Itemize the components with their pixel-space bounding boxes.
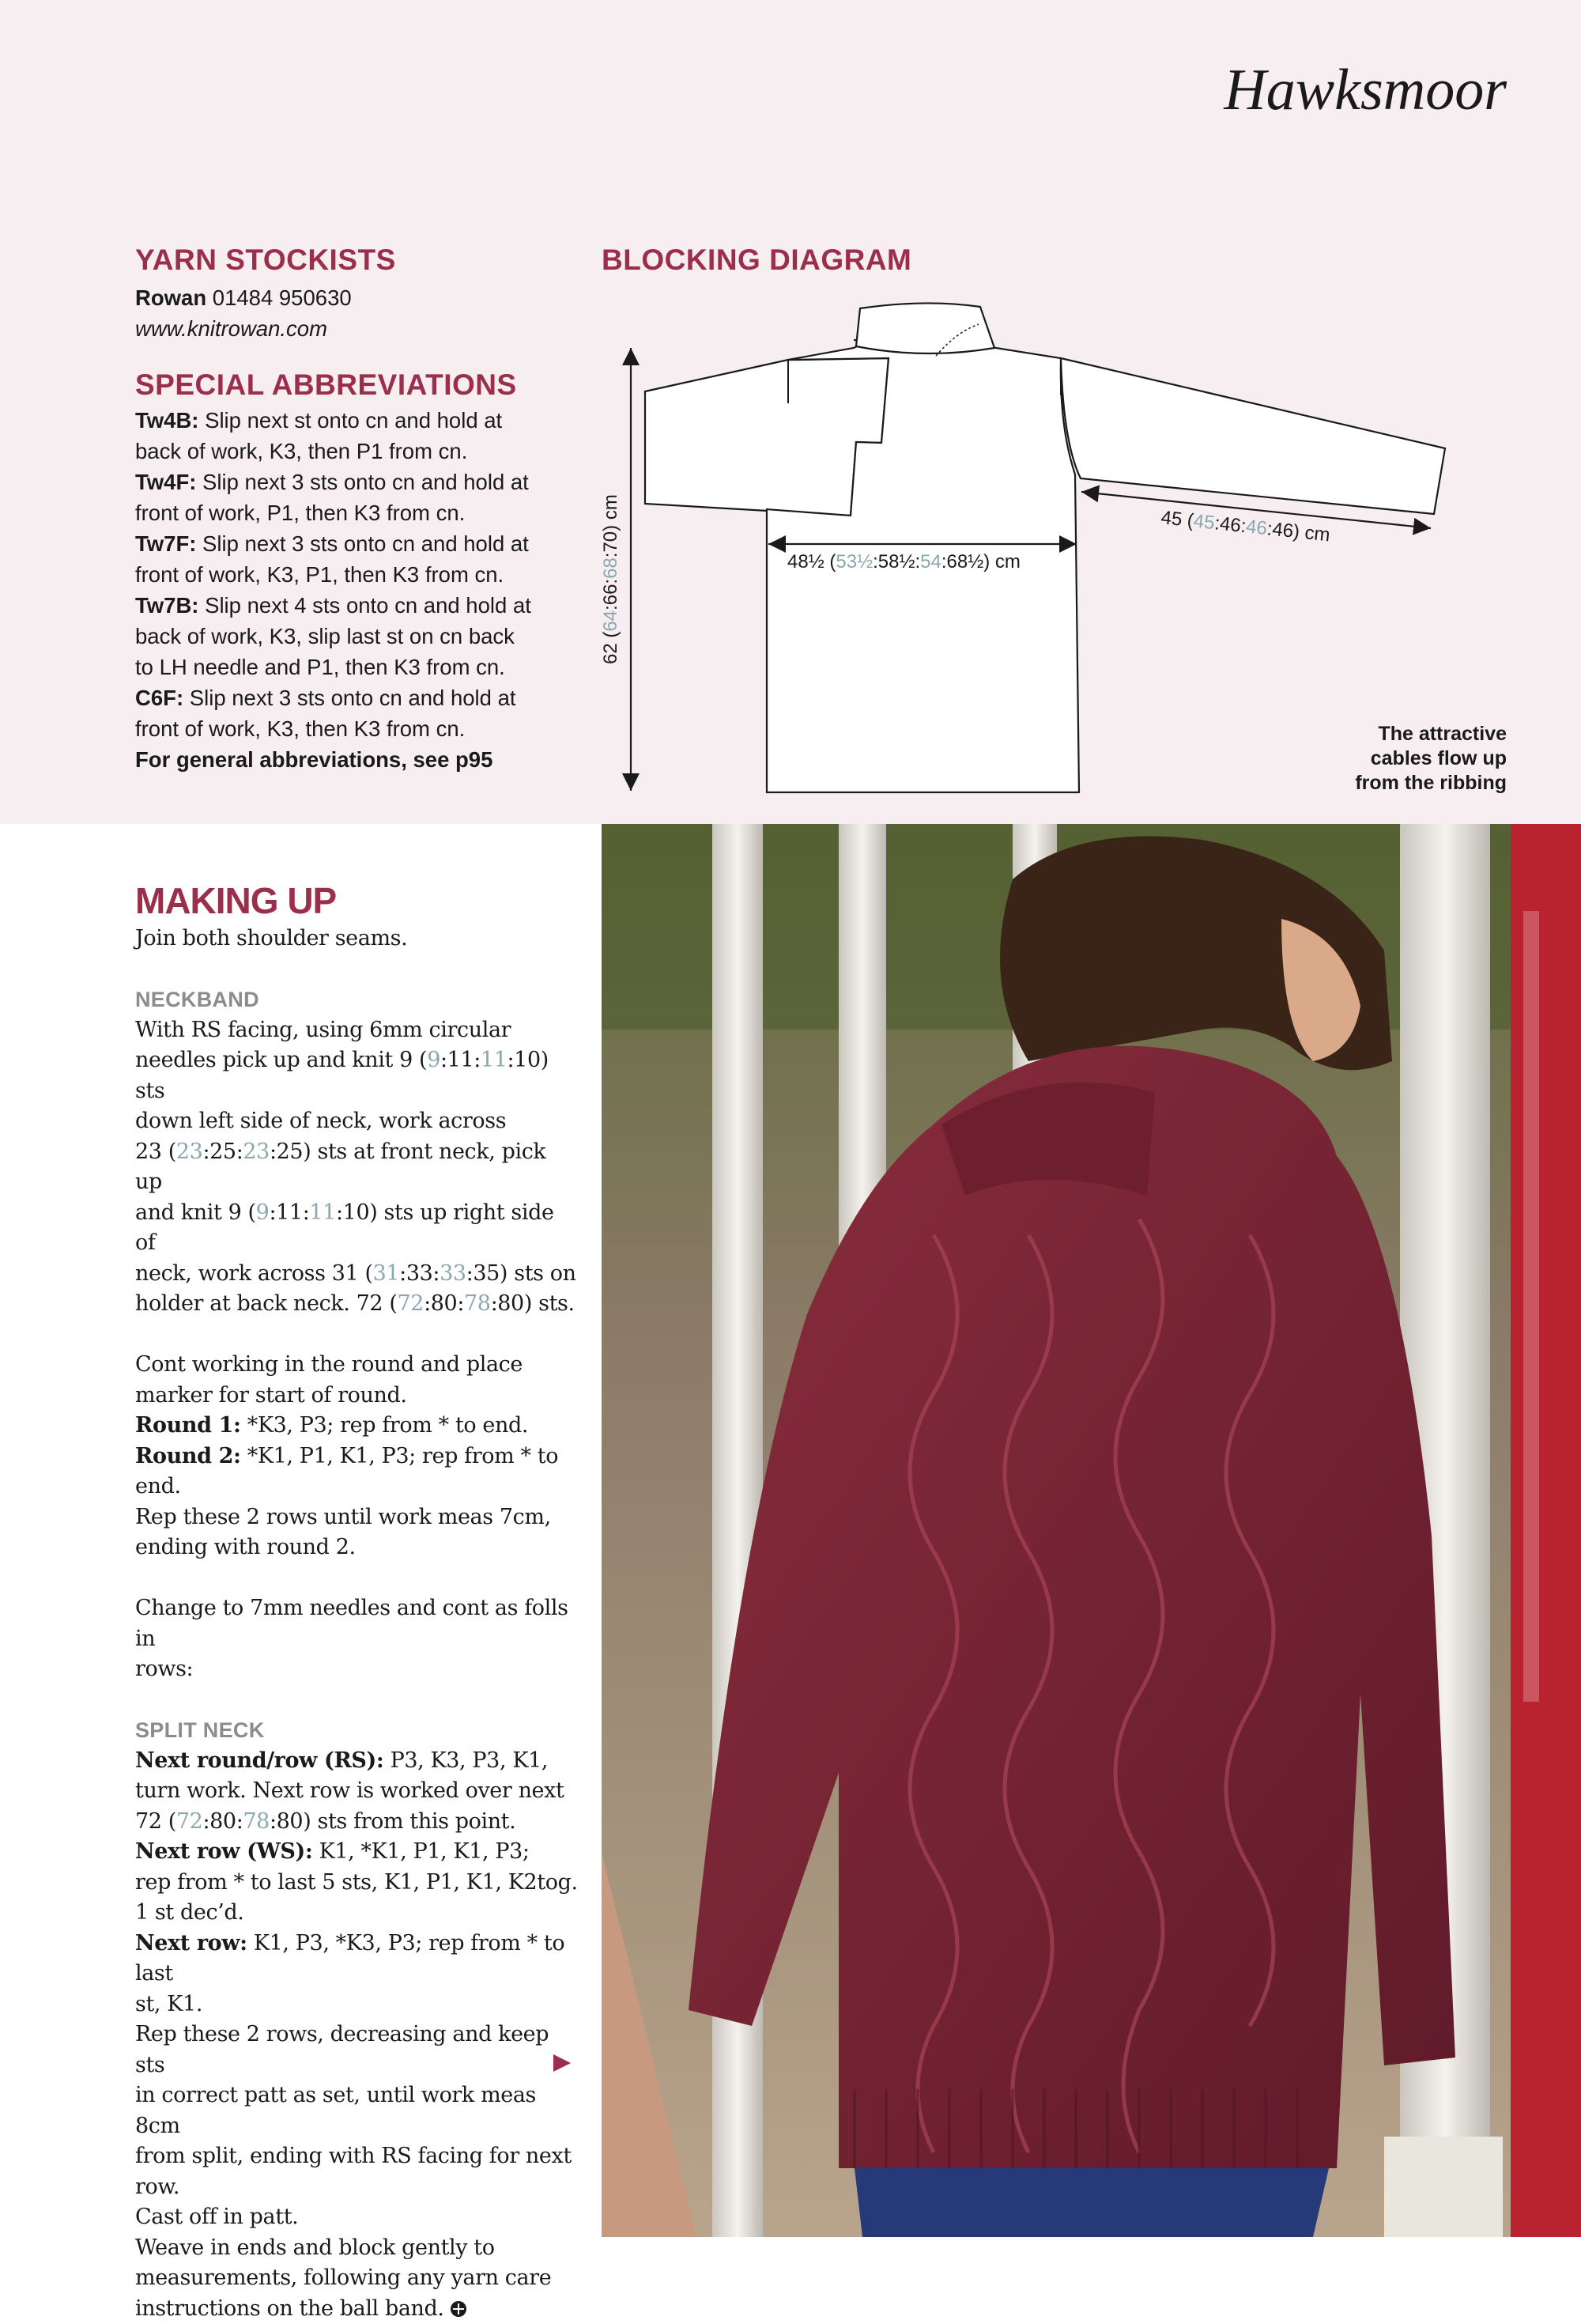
neckband-line: Change to 7mm needles and cont as folls in xyxy=(135,1593,578,1654)
making-up-intro: Join both shoulder seams. xyxy=(135,924,578,954)
abbreviation-text-line: front of work, K3, P1, then K3 from cn. xyxy=(135,559,578,590)
split-neck-line: row. xyxy=(135,2172,578,2203)
split-neck-line: st, K1. xyxy=(135,1990,578,2020)
abbreviation-text: Slip next 4 sts onto cn and hold at xyxy=(205,593,531,618)
neckband-line: needles pick up and knit 9 (9:11:11:10) sts xyxy=(135,1045,578,1106)
continue-arrow-icon[interactable] xyxy=(553,2054,571,2072)
stockist-website[interactable]: www.knitrowan.com xyxy=(135,313,578,344)
caption-line: The attractive xyxy=(1301,722,1507,746)
abbreviation-text: Slip next st onto cn and hold at xyxy=(205,408,502,433)
split-neck-line: Cast off in patt. xyxy=(135,2202,578,2233)
abbreviation-text-line: back of work, K3, then P1 from cn. xyxy=(135,436,578,467)
neckband-line: and knit 9 (9:11:11:10) sts up right side of xyxy=(135,1198,578,1259)
end-mark-icon xyxy=(451,2301,466,2317)
stockist-brand: Rowan xyxy=(135,285,206,310)
width-label: 48½ (53½:58½:54:68½) cm xyxy=(787,551,1021,572)
split-neck-line: in correct patt as set, until work meas 8cm xyxy=(135,2080,578,2141)
abbreviation-item xyxy=(135,590,578,621)
photo-illustration xyxy=(602,824,1581,2237)
abbreviation-text: Slip next 3 sts onto cn and hold at xyxy=(190,686,516,710)
abbreviation-term: Tw4B: xyxy=(135,408,198,433)
jeans xyxy=(855,2168,1329,2237)
abbreviation-text: Slip next 3 sts onto cn and hold at xyxy=(202,470,529,494)
page-title: Hawksmoor xyxy=(1224,57,1507,124)
sweater-photo xyxy=(602,824,1581,2237)
neckband-line: Rep these 2 rows until work meas 7cm, xyxy=(135,1502,578,1533)
stockist-phone: 01484 950630 xyxy=(213,285,352,310)
sweater-outline xyxy=(645,303,1445,792)
abbreviation-item xyxy=(135,467,578,497)
special-abbreviations-heading: SPECIAL ABBREVIATIONS xyxy=(135,368,517,402)
abbreviations-list xyxy=(135,405,578,775)
split-neck-line: turn work. Next row is worked over next xyxy=(135,1776,578,1807)
general-abbreviations-note: For general abbreviations, see p95 xyxy=(135,744,578,775)
split-neck-line: Rep these 2 rows, decreasing and keep sts xyxy=(135,2020,578,2080)
round-2-instruction: Round 2: *K1, P1, K1, P3; rep from * to end. xyxy=(135,1442,578,1502)
caption-line: cables flow up xyxy=(1301,746,1507,771)
abbreviation-text: Slip next 3 sts onto cn and hold at xyxy=(202,531,529,556)
yarn-stockists-heading: YARN STOCKISTS xyxy=(135,244,396,277)
split-neck-line: Next row: K1, P3, *K3, P3; rep from * to last xyxy=(135,1929,578,1990)
split-neck-line: 1 st dec’d. xyxy=(135,1898,578,1929)
split-neck-line: rep from * to last 5 sts, K1, P1, K1, K2tog. xyxy=(135,1868,578,1899)
split-neck-line: 72 (72:80:78:80) sts from this point. xyxy=(135,1807,578,1838)
split-neck-heading: SPLIT NECK xyxy=(135,1715,578,1746)
neckband-line: holder at back neck. 72 (72:80:78:80) sts. xyxy=(135,1289,578,1320)
blocking-diagram-heading: BLOCKING DIAGRAM xyxy=(602,244,911,277)
neckband-line: marker for start of round. xyxy=(135,1381,578,1411)
split-neck-line: measurements, following any yarn care xyxy=(135,2263,578,2294)
abbreviation-term: Tw7B: xyxy=(135,593,198,618)
neckband-line: down left side of neck, work across xyxy=(135,1106,578,1137)
red-phonebox xyxy=(1511,824,1581,2237)
caption-line: from the ribbing xyxy=(1301,771,1507,795)
yarn-stockists-block xyxy=(135,282,578,344)
neckband-line: ending with round 2. xyxy=(135,1532,578,1563)
abbreviation-item xyxy=(135,682,578,713)
abbreviation-text-line: back of work, K3, slip last st on cn back xyxy=(135,621,578,652)
neckband-line: neck, work across 31 (31:33:33:35) sts on xyxy=(135,1259,578,1290)
split-neck-line: from split, ending with RS facing for next xyxy=(135,2141,578,2172)
neckband-line: rows: xyxy=(135,1654,578,1685)
split-neck-line: Weave in ends and block gently to xyxy=(135,2233,578,2264)
split-neck-line: instructions on the ball band. xyxy=(135,2294,578,2324)
abbreviation-term: Tw7F: xyxy=(135,531,196,556)
neckband-line: With RS facing, using 6mm circular xyxy=(135,1015,578,1046)
stockist-line xyxy=(135,282,578,313)
length-label: 62 (64:66:68:70) cm xyxy=(600,494,621,664)
neckband-line: Cont working in the round and place xyxy=(135,1350,578,1381)
abbreviation-term: Tw4F: xyxy=(135,470,196,494)
making-up-heading: MAKING UP xyxy=(135,879,336,922)
abbreviation-item xyxy=(135,528,578,559)
neckband-heading: NECKBAND xyxy=(135,984,578,1015)
abbreviation-term: C6F: xyxy=(135,686,183,710)
photo-caption xyxy=(1301,722,1507,795)
split-neck-line: Next round/row (RS): P3, K3, P3, K1, xyxy=(135,1746,578,1777)
split-neck-line: Next row (WS): K1, *K1, P1, K1, P3; xyxy=(135,1837,578,1868)
neckband-line: 23 (23:25:23:25) sts at front neck, pick up xyxy=(135,1137,578,1198)
abbreviation-text-line: front of work, P1, then K3 from cn. xyxy=(135,497,578,528)
abbreviation-item xyxy=(135,405,578,436)
round-1-instruction: Round 1: *K3, P3; rep from * to end. xyxy=(135,1411,578,1442)
abbreviation-text-line: front of work, K3, then K3 from cn. xyxy=(135,713,578,744)
making-up-body xyxy=(135,924,578,2324)
sleeve-label: 45 (45:46:46:46) cm xyxy=(1160,507,1330,546)
abbreviation-text-line: to LH needle and P1, then K3 from cn. xyxy=(135,652,578,682)
